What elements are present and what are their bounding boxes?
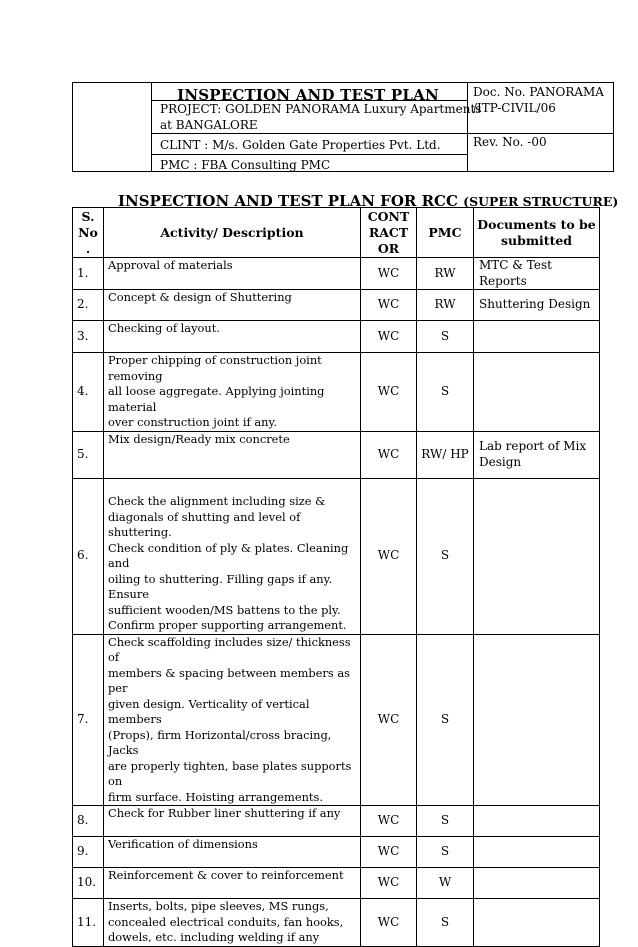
documents-cell [474,258,600,290]
table-row [73,258,600,290]
documents-cell [474,290,600,321]
pmc-cell: S [417,634,474,806]
header-pmc: PMC [417,208,474,258]
pmc-cell: RW/ HP [417,431,474,478]
revision-number: Rev. No. -00 [473,135,547,149]
activity-line: oiling to shuttering. Filling gaps if any. Ensure [108,571,333,601]
activity-line: Check for Rubber liner shuttering if any [108,806,341,820]
header-sno-line: . [85,240,91,256]
contractor-cell: WC [361,258,417,290]
pmc-cell: S [417,899,474,947]
contractor-cell: WC [361,353,417,432]
activity-line: all loose aggregate. Applying jointing material [108,384,325,414]
row-number: 3. [73,321,104,353]
documents-cell [474,837,600,868]
activity-line: firm surface. Hoisting arrangements. [108,789,323,804]
contractor-cell: WC [361,290,417,321]
client-line: CLINT : M/s. Golden Gate Properties Pvt. Ltd. [160,138,441,152]
row-number: 6. [73,478,104,634]
header-sno [73,208,104,258]
table-row [73,634,600,806]
activity-line: Proper chipping of construction joint removing [108,353,322,383]
header-documents-line: submitted [500,232,573,248]
documents-cell [474,478,600,634]
activity-line: sufficient wooden/MS battens to the ply. [108,602,341,617]
row-number: 2. [73,290,104,321]
pmc-cell: RW [417,290,474,321]
activity-cell [104,353,361,432]
doc-number-suffix: /ITP-CIVIL/06 [473,101,556,115]
activity-line: Check the alignment including size & [108,494,326,508]
activity-line: over construction joint if any. [108,415,278,429]
documents-cell [474,899,600,947]
activity-line: Confirm proper supporting arrangement. [108,618,347,632]
activity-line: diagonals of shutting and level of shuttering. [108,509,301,539]
activity-cell [104,634,361,806]
activity-line: Checking of layout. [108,321,220,335]
header-documents-line: Documents to be [477,216,596,232]
header-sno-line: No [78,224,98,240]
header-documents [474,208,600,258]
header-contractor-line: OR [377,240,400,256]
row-number: 8. [73,806,104,837]
contractor-cell: WC [361,868,417,899]
pmc-cell: W [417,868,474,899]
table-row [73,806,600,837]
documents-cell [474,634,600,806]
documents-cell [474,353,600,432]
activity-cell [104,837,361,868]
documents-cell [474,321,600,353]
contractor-cell: WC [361,837,417,868]
activity-line: Approval of materials [108,258,233,272]
section-title-main: INSPECTION AND TEST PLAN FOR RCC [118,192,458,210]
pmc-cell: S [417,478,474,634]
documents-line: Lab report of Mix [479,439,587,453]
pmc-cell: S [417,806,474,837]
contractor-cell: WC [361,321,417,353]
table-row [73,321,600,353]
activity-line: members & spacing between members as per [108,665,350,695]
documents-line: Shuttering Design [479,297,591,312]
activity-line: Check scaffolding includes size/ thickness of [108,634,351,664]
pmc-cell: RW [417,258,474,290]
contractor-cell: WC [361,806,417,837]
documents-cell [474,868,600,899]
table-row [73,290,600,321]
header-contractor-line: CONT [367,208,410,224]
documents-line: Design [479,454,522,469]
activity-cell [104,478,361,634]
row-number: 1. [73,258,104,290]
row-number: 4. [73,353,104,432]
pmc-cell: S [417,353,474,432]
header-activity: Activity/ Description [104,208,361,258]
header-contractor [361,208,417,258]
table-row [73,353,600,432]
activity-line: given design. Verticality of vertical members [108,696,310,726]
project-location: at BANGALORE [160,118,258,132]
row-number: 9. [73,837,104,868]
activity-cell [104,868,361,899]
header-sno-line: S. [81,208,95,224]
activity-line: dowels, etc. including welding if any [108,930,320,944]
activity-line: Concept & design of Shuttering [108,290,292,304]
header-contractor-line: RACT [368,224,409,240]
activity-line: Mix design/Ready mix concrete [108,431,290,446]
activity-cell [104,258,361,290]
activity-line: Check condition of ply & plates. Cleaning and [108,540,349,570]
doc-title: INSPECTION AND TEST PLAN [177,86,439,104]
activity-cell [104,321,361,353]
project-line: PROJECT: GOLDEN PANORAMA Luxury Apartments [160,102,482,116]
activity-cell [104,431,361,478]
table-row [73,837,600,868]
activity-cell [104,806,361,837]
activity-line: concealed electrical conduits, fan hooks, [108,914,344,929]
pmc-cell: S [417,837,474,868]
section-title-sub: (SUPER STRUCTURE) [463,194,619,209]
pmc-cell: S [417,321,474,353]
table-row [73,868,600,899]
contractor-cell: WC [361,431,417,478]
contractor-cell: WC [361,634,417,806]
row-number: 5. [73,431,104,478]
documents-line: MTC & Test Reports [479,258,552,288]
activity-cell [104,899,361,947]
activity-line: Reinforcement & cover to reinforcement [108,868,344,882]
activity-line: are properly tighten, base plates supports on [108,758,352,788]
doc-number: Doc. No. PANORAMA [473,85,604,99]
contractor-cell: WC [361,899,417,947]
table-row [73,431,600,478]
documents-cell [474,431,600,478]
itp-table [72,207,600,947]
header-divider [151,154,468,155]
activity-line: Inserts, bolts, pipe sleeves, MS rungs, [108,899,329,913]
table-row [73,899,600,947]
activity-line [108,479,358,495]
row-number: 11. [73,899,104,947]
pmc-line: PMC : FBA Consulting PMC [160,158,331,172]
row-number: 7. [73,634,104,806]
table-header-row [73,208,600,258]
activity-cell [104,290,361,321]
documents-cell [474,806,600,837]
activity-line: (Props), firm Horizontal/cross bracing, Jacks [108,727,332,757]
activity-line: Verification of dimensions [108,837,258,851]
header-divider [467,82,468,172]
table-body [73,258,600,947]
row-number: 10. [73,868,104,899]
table-row [73,478,600,634]
contractor-cell: WC [361,478,417,634]
